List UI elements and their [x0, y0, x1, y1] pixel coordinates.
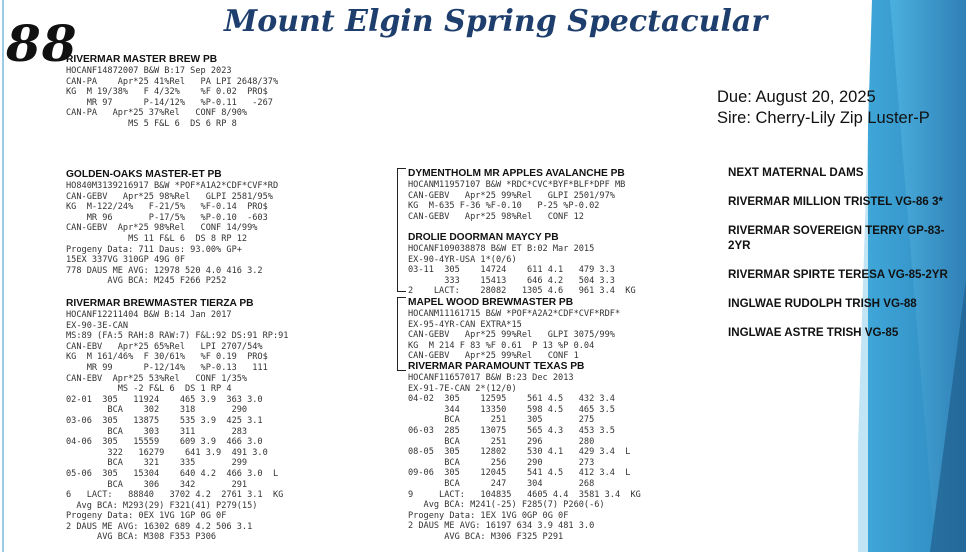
animal-name: RIVERMAR PARAMOUNT TEXAS PB: [408, 361, 585, 372]
pedigree-sire-block: [66, 54, 278, 130]
pedigree-data-line: CAN-GEBV Apr*25 98%Rel GLPI 2581/95%: [66, 191, 273, 202]
pedigree-data-line: HOCANM11161715 B&W *POF*A2A2*CDF*CVF*RDF*: [408, 309, 621, 319]
pedigree-data-line: 2 DAUS ME AVG: 16197 634 3.9 481 3.0: [408, 521, 595, 532]
maternal-dam-item: RIVERMAR MILLION TRISTEL VG-86 3*: [728, 195, 943, 208]
pedigree-data-line: MS 5 F&L 6 DS 6 RP 8: [66, 118, 237, 129]
pedigree-bracket: [397, 291, 406, 292]
animal-name: DROLIE DOORMAN MAYCY PB: [408, 232, 559, 243]
pedigree-data-line: 322 16279 641 3.9 491 3.0: [66, 447, 268, 458]
pedigree-data-line: 03-11 305 14724 611 4.1 479 3.3: [408, 265, 615, 276]
maternal-dam-item: INGLWAE RUDOLPH TRISH VG-88: [728, 297, 917, 310]
pedigree-data-line: BCA 321 335 299: [66, 458, 248, 469]
pedigree-data-line: HO840M3139216917 B&W *POF*A1A2*CDF*CVF*RD: [66, 181, 279, 191]
pedigree-data-line: CAN-GEBV Apr*25 98%Rel CONF 14/99%: [66, 223, 258, 234]
animal-name: MAPEL WOOD BREWMASTER PB: [408, 297, 574, 308]
pedigree-bracket: [397, 370, 406, 371]
pedigree-data-line: BCA 251 305 275: [408, 415, 595, 426]
pedigree-data-line: MR 99 P-12/14% %P-0.13 111: [66, 362, 268, 373]
pedigree-data-line: CAN-GEBV Apr*25 98%Rel CONF 12: [408, 211, 584, 222]
pedigree-data-line: Progeny Data: 0EX 1VG 1GP 0G 0F: [66, 511, 227, 522]
pedigree-data-line: Progeny Data: 711 Daus: 93.00% GP+: [66, 244, 242, 255]
pedigree-data-line: AVG BCA: M308 F353 P306: [66, 532, 217, 543]
pedigree-data-line: 344 13350 598 4.5 465 3.5: [408, 404, 615, 415]
pedigree-data-line: HOCANF11657017 B&W B:23 Dec 2013: [408, 373, 574, 383]
pedigree-data-line: 778 DAUS ME AVG: 12978 520 4.0 416 3.2: [66, 265, 263, 276]
pedigree-data-line: 9 LACT: 104835 4605 4.4 3581 3.4 KG: [408, 489, 641, 500]
pedigree-grandsire-block: [408, 297, 620, 362]
pedigree-data-line: HOCANF109038878 B&W ET B:02 Mar 2015: [408, 244, 595, 254]
due-sire-info: [717, 87, 930, 129]
pedigree-data-line: BCA 303 311 283: [66, 426, 248, 437]
sire-name: Sire: Cherry-Lily Zip Luster-P: [717, 109, 930, 127]
maternal-dam-item: RIVERMAR SPIRTE TERESA VG-85-2YR: [728, 268, 948, 281]
animal-name: RIVERMAR MASTER BREW PB: [66, 54, 218, 65]
pedigree-data-line: BCA 256 290 273: [408, 457, 595, 468]
pedigree-data-line: 2 DAUS ME AVG: 16302 689 4.2 506 3.1: [66, 521, 253, 532]
pedigree-data-line: CAN-GEBV Apr*25 99%Rel GLPI 3075/99%: [408, 330, 615, 341]
pedigree-bracket: [397, 297, 406, 298]
pedigree-data-line: Progeny Data: 1EX 1VG 0GP 0G 0F: [408, 510, 569, 521]
pedigree-data-line: 09-06 305 12045 541 4.5 412 3.4 L: [408, 468, 631, 479]
pedigree-data-line: CAN-GEBV Apr*25 99%Rel CONF 1: [408, 351, 579, 362]
pedigree-data-line: 2 LACT: 28082 1305 4.6 961 3.4 KG: [408, 286, 636, 297]
pedigree-data-line: BCA 302 318 290: [66, 405, 248, 416]
page-title: Mount Elgin Spring Spectacular: [224, 4, 768, 39]
pedigree-dam-block: [66, 298, 288, 543]
pedigree-data-line: BCA 306 342 291: [66, 479, 248, 490]
maternal-dams-heading: NEXT MATERNAL DAMS: [728, 166, 864, 179]
pedigree-dam-of-dam-block: [408, 232, 636, 297]
pedigree-data-line: HOCANF12211404 B&W B:14 Jan 2017: [66, 310, 232, 320]
pedigree-bracket: [397, 297, 398, 371]
due-date: Due: August 20, 2025: [717, 88, 876, 106]
maternal-dam-item: RIVERMAR SOVEREIGN TERRY GP-83-2YR: [728, 224, 945, 252]
pedigree-data-line: Avg BCA: M241(-25) F285(7) P260(-6): [408, 500, 605, 511]
pedigree-data-line: 04-06 305 15559 609 3.9 466 3.0: [66, 437, 263, 448]
left-accent-line: [2, 0, 4, 552]
pedigree-data-line: 6 LACT: 88840 3702 4.2 2761 3.1 KG: [66, 490, 284, 501]
pedigree-data-line: 15EX 337VG 310GP 49G 0F: [66, 255, 185, 266]
pedigree-data-line: MS -2 F&L 6 DS 1 RP 4: [66, 384, 232, 395]
maternal-dam-item: INGLWAE ASTRE TRISH VG-85: [728, 326, 899, 339]
lot-number: 88: [6, 14, 78, 73]
pedigree-data-line: MS 11 F&L 6 DS 8 RP 12: [66, 233, 248, 244]
pedigree-data-line: MR 96 P-17/5% %P-0.10 -603: [66, 212, 268, 223]
pedigree-data-line: CAN-EBV Apr*25 65%Rel LPI 2707/54%: [66, 341, 263, 352]
pedigree-bracket: [397, 168, 406, 169]
pedigree-data-line: EX-90-4YR-USA 1*(0/6): [408, 254, 517, 265]
pedigree-data-line: CAN-PA Apr*25 41%Rel PA LPI 2648/37%: [66, 76, 279, 87]
pedigree-data-line: 05-06 305 15304 640 4.2 466 3.0 L: [66, 468, 279, 479]
pedigree-bracket: [397, 168, 398, 292]
pedigree-data-line: MS:89 (FA:5 RAH:8 RAW:7) F&L:92 DS:91 RP:91: [66, 331, 289, 342]
pedigree-data-line: EX-95-4YR-CAN EXTRA*15: [408, 319, 522, 330]
pedigree-data-line: KG M-122/24% F-21/5% %F-0.14 PRO$: [66, 202, 268, 213]
pedigree-data-line: AVG BCA: M245 F266 P252: [66, 276, 227, 287]
animal-name: RIVERMAR BREWMASTER TIERZA PB: [66, 298, 254, 309]
pedigree-data-line: BCA 251 296 280: [408, 436, 595, 447]
pedigree-data-line: KG M 19/38% F 4/32% %F 0.02 PRO$: [66, 87, 268, 98]
pedigree-granddam-block: [408, 361, 641, 543]
animal-name: GOLDEN-OAKS MASTER-ET PB: [66, 169, 222, 180]
maternal-dams-list: [728, 165, 958, 354]
pedigree-data-line: KG M-635 F-36 %F-0.10 P-25 %P-0.02: [408, 201, 600, 212]
pedigree-data-line: 333 15413 646 4.2 504 3.3: [408, 275, 615, 286]
pedigree-data-line: 08-05 305 12802 530 4.1 429 3.4 L: [408, 447, 631, 458]
pedigree-maternal-grandsire-block: [66, 169, 278, 287]
pedigree-data-line: 02-01 305 11924 465 3.9 363 3.0: [66, 394, 263, 405]
pedigree-data-line: KG M 214 F 83 %F 0.61 P 13 %P 0.04: [408, 340, 595, 351]
pedigree-data-line: CAN-GEBV Apr*25 99%Rel GLPI 2501/97%: [408, 190, 615, 201]
pedigree-data-line: 03-06 305 13875 535 3.9 425 3.1: [66, 415, 263, 426]
pedigree-data-line: HOCANM11957107 B&W *RDC*CVC*BYF*BLF*DPF MB: [408, 180, 626, 190]
pedigree-data-line: AVG BCA: M306 F325 P291: [408, 531, 564, 542]
pedigree-data-line: 04-02 305 12595 561 4.5 432 3.4: [408, 394, 615, 405]
pedigree-data-line: EX-91-7E-CAN 2*(12/0): [408, 383, 517, 394]
pedigree-data-line: Avg BCA: M293(29) F321(41) P279(15): [66, 500, 258, 511]
animal-name: DYMENTHOLM MR APPLES AVALANCHE PB: [408, 168, 625, 179]
pedigree-data-line: BCA 247 304 268: [408, 478, 595, 489]
pedigree-data-line: KG M 161/46% F 30/61% %F 0.19 PRO$: [66, 352, 268, 363]
pedigree-data-line: CAN-EBV Apr*25 53%Rel CONF 1/35%: [66, 373, 248, 384]
pedigree-data-line: EX-90-3E-CAN: [66, 320, 129, 331]
pedigree-data-line: CAN-PA Apr*25 37%Rel CONF 8/90%: [66, 108, 248, 119]
pedigree-data-line: 06-03 285 13075 565 4.3 453 3.5: [408, 425, 615, 436]
pedigree-data-line: MR 97 P-14/12% %P-0.11 -267: [66, 97, 273, 108]
pedigree-data-line: HOCANF14872007 B&W B:17 Sep 2023: [66, 66, 232, 76]
pedigree-sire-of-dam-block: [408, 168, 625, 222]
